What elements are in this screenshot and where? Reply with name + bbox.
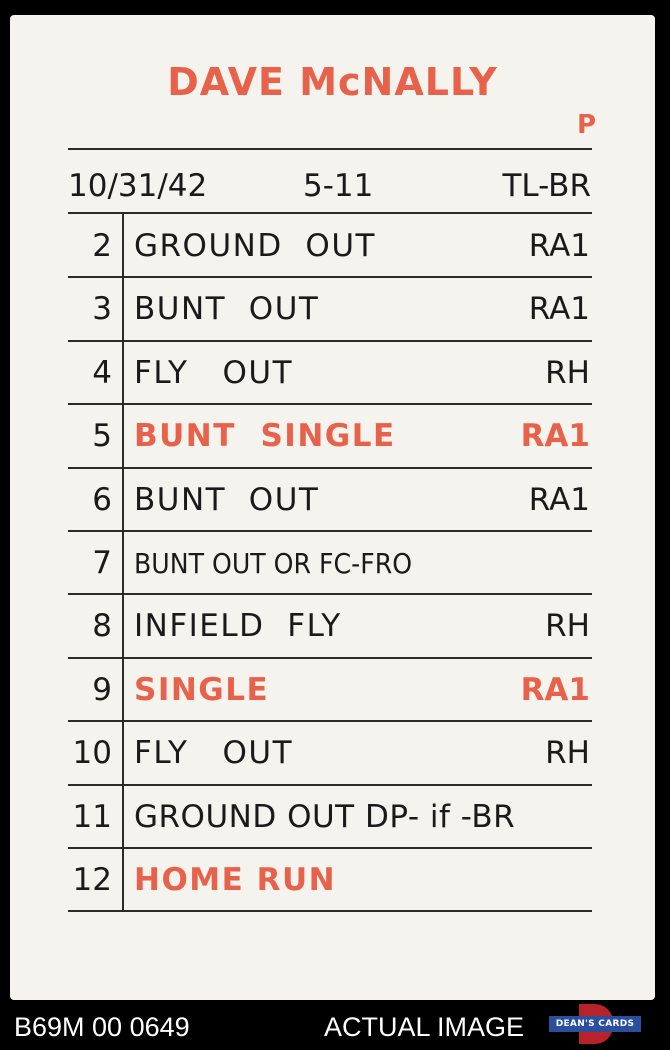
result-row xyxy=(68,658,592,721)
roll-number: 7 xyxy=(92,545,112,581)
play-result: INFIELD FLY xyxy=(134,608,342,645)
result-row xyxy=(68,721,592,784)
play-result: BUNT OUT OR FC-FRO xyxy=(134,547,413,580)
result-row xyxy=(68,531,592,594)
runner-advance-code: RA1 xyxy=(520,671,590,708)
player-name: DAVE McNALLY xyxy=(167,60,498,104)
runner-advance-code: RA1 xyxy=(528,481,590,518)
play-result: GROUND OUT DP- if -BR xyxy=(134,798,516,835)
height: 5-11 xyxy=(303,168,374,204)
row-divider xyxy=(68,910,592,912)
roll-number: 6 xyxy=(92,481,112,518)
result-row xyxy=(68,848,592,911)
result-row xyxy=(68,341,592,404)
runner-advance-code: RH xyxy=(545,354,590,391)
roll-number: 8 xyxy=(92,608,112,645)
runner-advance-code: RA1 xyxy=(520,418,590,455)
play-result: BUNT OUT xyxy=(134,481,320,518)
roll-number: 2 xyxy=(92,228,112,264)
play-result: BUNT OUT xyxy=(134,291,320,328)
roll-number: 11 xyxy=(72,798,112,835)
roll-number: 3 xyxy=(92,291,112,328)
deans-cards-logo xyxy=(549,1004,641,1044)
play-result: SINGLE xyxy=(134,671,270,708)
roll-number: 4 xyxy=(92,354,112,391)
image-note: ACTUAL IMAGE xyxy=(324,1012,525,1042)
play-result: BUNT SINGLE xyxy=(134,418,396,455)
play-result: HOME RUN xyxy=(134,862,337,898)
card-id: B69M 00 0649 xyxy=(14,1012,190,1042)
player-position: P xyxy=(577,110,597,140)
roll-number: 10 xyxy=(72,735,112,772)
runner-advance-code: RH xyxy=(545,735,590,772)
runner-advance-code: RH xyxy=(545,608,590,645)
result-row xyxy=(68,468,592,531)
runner-advance-code: RA1 xyxy=(528,228,590,264)
roll-number: 9 xyxy=(92,671,112,708)
result-row xyxy=(68,404,592,467)
play-result: FLY OUT xyxy=(134,735,294,772)
bats-throws: TL-BR xyxy=(502,168,591,204)
roll-number: 12 xyxy=(72,862,112,898)
birthdate: 10/31/42 xyxy=(68,168,208,204)
play-result: GROUND OUT xyxy=(134,228,376,264)
result-row xyxy=(68,785,592,848)
roll-number: 5 xyxy=(92,418,112,455)
logo-banner-text: DEAN'S CARDS xyxy=(549,1016,641,1032)
runner-advance-code: RA1 xyxy=(528,291,590,328)
header-divider xyxy=(68,148,592,150)
result-row xyxy=(68,214,592,277)
result-row xyxy=(68,594,592,657)
play-result: FLY OUT xyxy=(134,354,294,391)
result-row xyxy=(68,277,592,340)
